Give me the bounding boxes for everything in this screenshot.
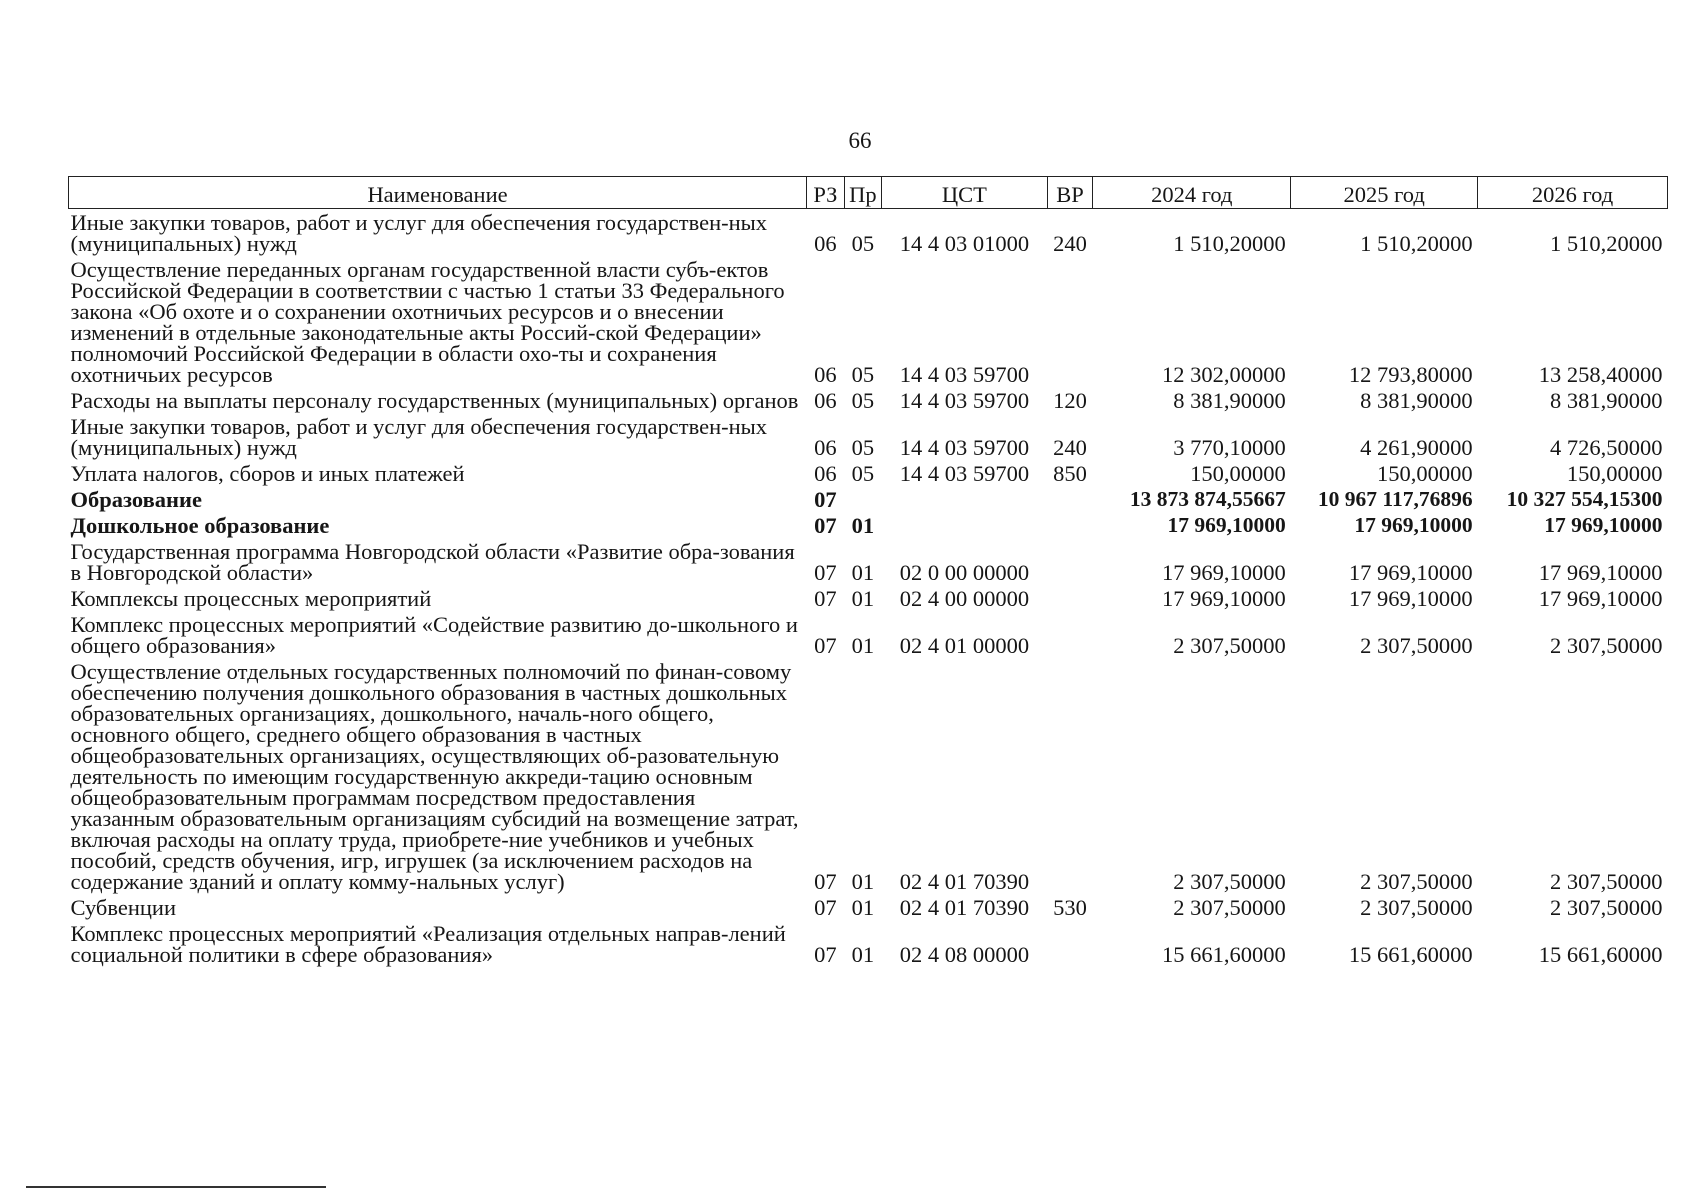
row-rz: 06 [814,362,837,387]
row-2026: 13 258,40000 [1538,362,1663,387]
row-2026: 4 726,50000 [1550,435,1663,460]
row-name: Дошкольное образование [70,513,330,538]
row-rz: 07 [814,942,837,967]
row-vr: 850 [1053,461,1087,486]
table-row [69,460,1668,486]
row-name: Осуществление переданных органам государственной власти субъ-ектов Российской Федерации в соответствии с частью 1 статьи 33 Федерального закона «Об охоте и о сохранении охотничьих ресурсов и о внесении изменений в отдельные законодательные акты Россий-ской Федерации» полномочий Российской Федерации в области охо-ты и сохранения охотничьих ресурсов [70,257,785,387]
table-row [69,894,1668,920]
row-2026: 8 381,90000 [1550,388,1663,413]
row-2024: 15 661,60000 [1162,942,1286,967]
row-name: Иные закупки товаров, работ и услуг для обеспечения государствен-ных (муниципальных) нужд [70,210,768,256]
row-2024: 3 770,10000 [1173,435,1286,460]
row-cst: 14 4 03 59700 [899,435,1030,460]
row-vr [1047,486,1093,512]
row-cst: 14 4 03 59700 [899,388,1030,413]
row-rz: 07 [814,487,837,512]
row-pr: 01 [851,942,875,967]
row-pr: 05 [851,435,875,460]
header-vr: ВР [1047,177,1093,209]
row-2025: 15 661,60000 [1348,942,1473,967]
row-cst: 02 4 01 00000 [899,633,1030,658]
row-2025: 2 307,50000 [1360,895,1473,920]
row-2026: 17 969,10000 [1538,560,1663,585]
table-row [69,413,1668,460]
row-name: Государственная программа Новгородской области «Развитие обра-зования в Новгородской области» [70,539,795,585]
row-2026: 2 307,50000 [1550,633,1663,658]
row-cst: 02 4 00 00000 [899,586,1030,611]
row-vr [1047,611,1093,658]
row-2026: 17 969,10000 [1538,586,1663,611]
row-pr: 01 [851,560,875,585]
row-cst: 02 0 00 00000 [899,560,1030,585]
table-row [69,920,1668,967]
row-2024: 17 969,10000 [1162,586,1286,611]
row-2024: 150,00000 [1190,461,1286,486]
row-2026: 10 327 554,15300 [1506,487,1663,511]
row-rz: 07 [814,560,837,585]
row-vr: 120 [1053,388,1087,413]
row-rz: 06 [814,435,837,460]
row-pr: 01 [851,586,875,611]
header-2025: 2025 год [1291,177,1478,209]
row-name: Субвенции [70,895,176,920]
row-pr: 05 [851,362,875,387]
row-vr: 530 [1053,895,1087,920]
row-vr [1047,256,1093,387]
row-pr: 05 [851,388,875,413]
row-name: Осуществление отдельных государственных полномочий по финан-совому обеспечению получения дошкольного образования в частных дошкольных образовательных организациях, дошкольного, началь-ного общего, основного общего, среднего общего образования в частных общеобразовательных организациях, осуществляющих об-разовательную деятельность по имеющим государственную аккреди-тацию основным общеобразовательным программам посредством предоставления указанным образовательным организациям субсидий на возмещение затрат, включая расходы на оплату труда, приобрете-ние учебников и учебных пособий, средств обучения, игр, игрушек (за исключением расходов на содержание зданий и оплату комму-нальных услуг) [70,659,799,894]
row-cst [882,512,1047,538]
row-2025: 12 793,80000 [1348,362,1473,387]
header-cst: ЦСТ [882,177,1047,209]
header-name: Наименование [69,177,807,209]
table-row [69,512,1668,538]
row-vr [1047,920,1093,967]
row-rz: 06 [814,231,837,256]
row-rz: 07 [814,586,837,611]
row-pr: 01 [851,895,875,920]
row-2026: 2 307,50000 [1550,895,1663,920]
row-2025: 150,00000 [1376,461,1473,486]
row-cst: 14 4 03 59700 [899,461,1030,486]
row-2025: 2 307,50000 [1360,869,1473,894]
row-rz: 07 [814,895,837,920]
row-2024: 2 307,50000 [1173,895,1286,920]
row-2024: 13 873 874,55667 [1129,487,1286,511]
row-2026: 2 307,50000 [1550,869,1663,894]
table-row [69,611,1668,658]
row-rz: 07 [814,633,837,658]
row-2026: 15 661,60000 [1538,942,1663,967]
row-2026: 17 969,10000 [1544,513,1663,537]
row-cst: 02 4 08 00000 [899,942,1030,967]
row-name: Уплата налогов, сборов и иных платежей [70,461,465,486]
row-2026: 1 510,20000 [1550,231,1663,256]
row-cst: 02 4 01 70390 [899,895,1030,920]
row-cst: 02 4 01 70390 [899,869,1030,894]
header-2026: 2026 год [1478,177,1668,209]
row-cst: 14 4 03 01000 [899,231,1030,256]
row-2025: 2 307,50000 [1360,633,1473,658]
row-name: Комплекс процессных мероприятий «Содействие развитию до-школьного и общего образования» [70,612,798,658]
row-2024: 12 302,00000 [1162,362,1286,387]
table-header-row [69,177,1668,209]
row-cst [882,486,1047,512]
row-name: Иные закупки товаров, работ и услуг для обеспечения государствен-ных (муниципальных) нужд [70,414,768,460]
row-pr: 01 [851,633,875,658]
table-row [69,486,1668,512]
row-name: Образование [70,487,202,512]
budget-table [68,176,1668,967]
row-2024: 2 307,50000 [1173,633,1286,658]
row-2025: 4 261,90000 [1360,435,1473,460]
table-row [69,209,1668,257]
row-name: Расходы на выплаты персоналу государственных (муниципальных) органов [70,388,799,413]
header-2024: 2024 год [1093,177,1291,209]
row-rz: 07 [814,869,837,894]
table-row [69,538,1668,585]
row-vr [1047,538,1093,585]
footer-rule [26,1186,326,1188]
row-vr [1047,658,1093,894]
header-rz: РЗ [807,177,845,209]
row-2025: 17 969,10000 [1348,560,1473,585]
row-2025: 10 967 117,76896 [1317,487,1473,511]
row-2024: 8 381,90000 [1173,388,1286,413]
row-2025: 8 381,90000 [1360,388,1473,413]
row-2024: 2 307,50000 [1173,869,1286,894]
table-row [69,585,1668,611]
row-name: Комплексы процессных мероприятий [70,586,432,611]
table-row [69,256,1668,387]
page-number: 66 [848,128,872,153]
row-vr [1047,585,1093,611]
row-pr: 01 [851,869,875,894]
row-vr: 240 [1053,231,1087,256]
row-pr: 05 [851,231,875,256]
row-vr [1047,512,1093,538]
row-pr: 05 [851,461,875,486]
row-2024: 17 969,10000 [1167,513,1286,537]
row-vr: 240 [1053,435,1087,460]
row-2025: 1 510,20000 [1360,231,1473,256]
row-2026: 150,00000 [1566,461,1663,486]
row-2024: 1 510,20000 [1173,231,1286,256]
row-rz: 06 [814,388,837,413]
row-name: Комплекс процессных мероприятий «Реализация отдельных направ-лений социальной политики в сфере образования» [70,921,786,967]
table-row [69,387,1668,413]
row-rz: 06 [814,461,837,486]
row-pr [844,486,882,512]
row-rz: 07 [814,513,837,538]
table-body [69,209,1668,968]
row-2025: 17 969,10000 [1354,513,1473,537]
row-2025: 17 969,10000 [1348,586,1473,611]
row-cst: 14 4 03 59700 [899,362,1030,387]
table-row [69,658,1668,894]
header-pr: Пр [844,177,882,209]
row-pr: 01 [851,513,875,538]
row-2024: 17 969,10000 [1162,560,1286,585]
